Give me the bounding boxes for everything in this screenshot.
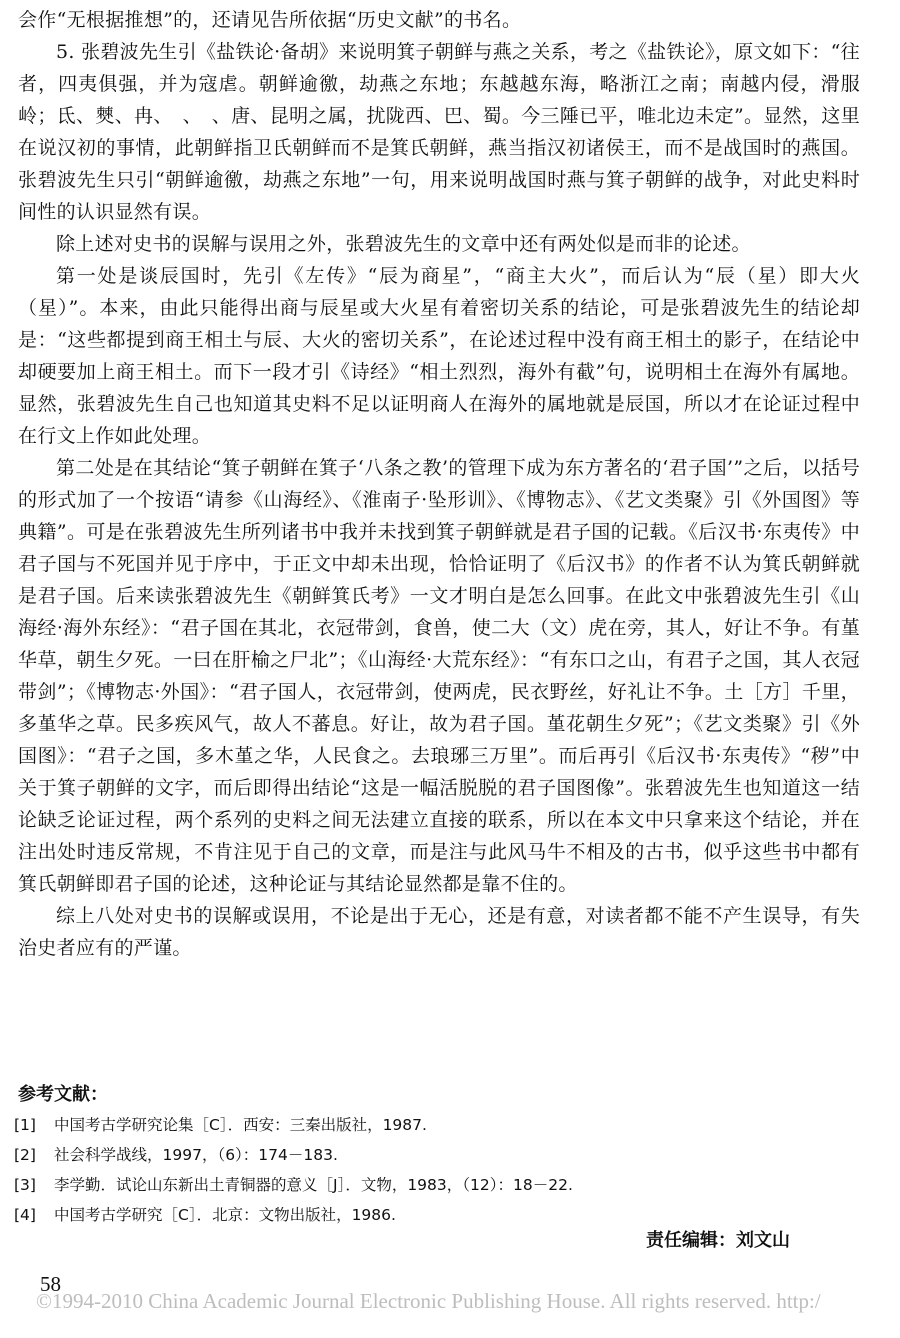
reference-item [14, 1110, 573, 1140]
page-number: 58 [40, 1272, 61, 1296]
paragraph-conclusion: 综上八处对史书的误解或误用，不论是出于无心，还是有意，对读者都不能不产生误导，有失治史者应有的严谨。 [18, 905, 860, 959]
article-body [18, 4, 860, 964]
paragraph-continuation: 会作“无根据推想”的，还请见告所依据“历史文献”的书名。 [18, 9, 522, 31]
reference-text: 中国考古学研究［C］．北京：文物出版社，1986. [54, 1206, 396, 1224]
reference-item [14, 1170, 573, 1200]
reference-item [14, 1140, 573, 1170]
reference-text: 中国考古学研究论集［C］．西安：三秦出版社，1987. [54, 1116, 427, 1134]
references-heading: 参考文献： [18, 1084, 108, 1105]
reference-text: 李学勤．试论山东新出土青铜器的意义［J］．文物，1983，（12）：18－22. [54, 1176, 573, 1194]
responsible-editor: 责任编辑：刘文山 [646, 1230, 790, 1251]
paragraph-first-point: 第一处是谈辰国时，先引《左传》“辰为商星”，“商主大火”，而后认为“辰（星）即大火（星）”。本来，由此只能得出商与辰星或大火星有着密切关系的结论，可是张碧波先生的结论却是：“这些都提到商王相土与辰、大火的密切关系”，在论述过程中没有商王相土的影子，在结论中却硬要加上商王相土。而下一段才引《诗经》“相土烈烈，海外有截”句，说明相土在海外有属地。显然，张碧波先生自己也知道其史料不足以证明商人在海外的属地就是辰国，所以才在论证过程中在行文上作如此处理。 [18, 265, 860, 447]
reference-number: [2] [14, 1146, 36, 1164]
references-list [14, 1110, 573, 1230]
reference-text: 社会科学战线，1997，（6）：174－183. [54, 1146, 338, 1164]
reference-item [14, 1200, 573, 1230]
paragraph-second-point: 第二处是在其结论“箕子朝鲜在箕子‘八条之教’的管理下成为东方著名的‘君子国’”之后，以括号的形式加了一个按语“请参《山海经》、《淮南子·坠形训》、《博物志》、《艺文类聚》引《外国图》等典籍”。可是在张碧波先生所列诸书中我并未找到箕子朝鲜就是君子国的记载。《后汉书·东夷传》中君子国与不死国并见于序中，于正文中却未出现，恰恰证明了《后汉书》的作者不认为箕氏朝鲜就是君子国。后来读张碧波先生《朝鲜箕氏考》一文才明白是怎么回事。在此文中张碧波先生引《山海经·海外东经》：“君子国在其北，衣冠带剑，食兽，使二大（文）虎在旁，其人，好让不争。有堇华草，朝生夕死。一曰在肝榆之尸北”；《山海经·大荒东经》：“有东口之山，有君子之国，其人衣冠带剑”；《博物志·外国》：“君子国人，衣冠带剑，使两虎，民衣野丝，好礼让不争。土［方］千里，多堇华之草。民多疾风气，故人不蕃息。好让，故为君子国。堇花朝生夕死”；《艺文类聚》引《外国图》：“君子之国，多木堇之华，人民食之。去琅琊三万里”。而后再引《后汉书·东夷传》“秽”中关于箕子朝鲜的文字，而后即得出结论“这是一幅活脱脱的君子国图像”。张碧波先生也知道这一结论缺乏论证过程，两个系列的史料之间无法建立直接的联系，所以在本文中只拿来这个结论，并在注出处时违反常规，不肯注见于自己的文章，而是注与此风马牛不相及的古书，似乎这些书中都有箕氏朝鲜即君子国的论述，这种论证与其结论显然都是靠不住的。 [18, 457, 860, 895]
reference-number: [4] [14, 1206, 36, 1224]
copyright-watermark: ©1994-2010 China Academic Journal Electronic Publishing House. All rights reserved. http:/ [36, 1289, 821, 1313]
paragraph-item-5: 5. 张碧波先生引《盐铁论·备胡》来说明箕子朝鲜与燕之关系，考之《盐铁论》，原文如下：“往者，四夷俱强，并为寇虐。朝鲜逾徼，劫燕之东地；东越越东海，略浙江之南；南越内侵，滑服岭；氐、僰、冉、 、 、唐、昆明之属，扰陇西、巴、蜀。今三陲已平，唯北边未定”。显然，这里在说汉初的事情，此朝鲜指卫氏朝鲜而不是箕氏朝鲜，燕当指汉初诸侯王，而不是战国时的燕国。张碧波先生只引“朝鲜逾徼，劫燕之东地”一句，用来说明战国时燕与箕子朝鲜的战争，对此史料时间性的认识显然有误。 [18, 41, 860, 223]
reference-number: [3] [14, 1176, 36, 1194]
reference-number: [1] [14, 1116, 36, 1134]
paragraph-transition: 除上述对史书的误解与误用之外，张碧波先生的文章中还有两处似是而非的论述。 [56, 233, 751, 255]
